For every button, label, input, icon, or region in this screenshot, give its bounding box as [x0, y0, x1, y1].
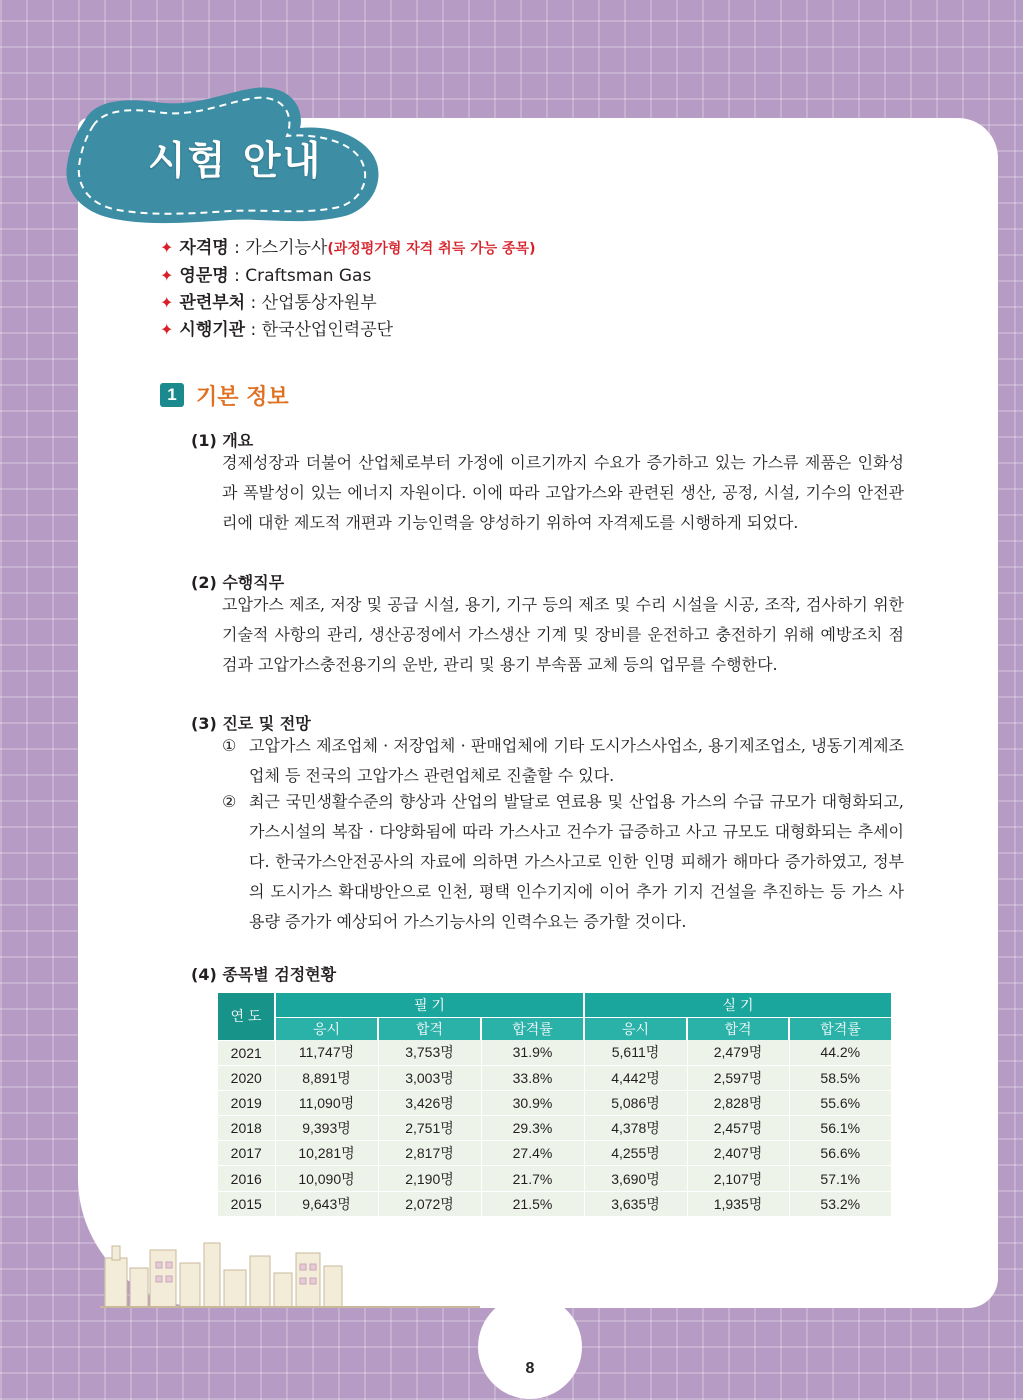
info-value: 가스기능사: [245, 238, 328, 258]
year-header: 연 도: [218, 993, 275, 1040]
table-cell: 2018: [218, 1116, 275, 1141]
star-bullet-icon: ✦: [160, 293, 174, 312]
table-cell: 5,086명: [584, 1090, 687, 1115]
table-cell: 3,426명: [378, 1090, 481, 1115]
table-cell: 2,190명: [378, 1166, 481, 1191]
city-skyline-icon: [100, 1228, 480, 1308]
subsection-heading-duties: (2) 수행직무: [191, 573, 285, 592]
column-header: 응시: [584, 1018, 687, 1041]
table-cell: 57.1%: [789, 1166, 891, 1191]
table-cell: 31.9%: [481, 1040, 584, 1065]
table-cell: 10,090명: [275, 1166, 378, 1191]
written-exam-header: 필 기: [275, 993, 584, 1018]
table-cell: 2,828명: [687, 1090, 789, 1115]
list-text: 최근 국민생활수준의 향상과 산업의 발달로 연료용 및 산업용 가스의 수급 규모가 대형화되고, 가스시설의 복잡 · 다양화됨에 따라 가스사고 건수가 급증하고 사고 규모도 대형화되는 추세이다. 한국가스안전공사의 자료에 의하면 가스사고로 인한 인명 피해가 해마다 증가하였고, 정부의 도시가스 확대방안으로 인천, 평택 인수기지에 이어 추가 기지 건설을 추진하는 등 가스 사용량 증가가 예상되어 가스기능사의 인력수요는 증가할 것이다.: [249, 792, 904, 931]
table-cell: 27.4%: [481, 1141, 584, 1166]
outlook-item: [222, 731, 904, 791]
info-label: 관련부처: [179, 293, 246, 313]
table-cell: 1,935명: [687, 1191, 789, 1216]
info-note: (과정평가형 자격 취득 가능 종목): [327, 241, 536, 257]
column-header: 합격률: [789, 1018, 891, 1041]
table-cell: 5,611명: [584, 1040, 687, 1065]
info-separator: :: [245, 320, 262, 340]
table-cell: 44.2%: [789, 1040, 891, 1065]
table-row: [218, 1141, 891, 1166]
table-row: [218, 1166, 891, 1191]
star-bullet-icon: ✦: [160, 320, 174, 339]
outlook-item: [222, 787, 904, 937]
table-cell: 29.3%: [481, 1116, 584, 1141]
list-marker: ①: [222, 736, 237, 755]
table-cell: 2,107명: [687, 1166, 789, 1191]
table-row: [218, 1116, 891, 1141]
info-value: 한국산업인력공단: [261, 320, 394, 340]
table-cell: 3,690명: [584, 1166, 687, 1191]
table-cell: 21.5%: [481, 1191, 584, 1216]
table-cell: 10,281명: [275, 1141, 378, 1166]
overview-text: 경제성장과 더불어 산업체로부터 가정에 이르기까지 수요가 증가하고 있는 가스류 제품은 인화성과 폭발성이 있는 에너지 자원이다. 이에 따라 고압가스와 관련된 생산, 공정, 시설, 기수의 안전관리에 대한 제도적 개편과 기능인력을 양성하기 위하여 자격제도를 시행하게 되었다.: [222, 453, 904, 532]
column-header: 합격: [687, 1018, 789, 1041]
table-cell: 30.9%: [481, 1090, 584, 1115]
table-cell: 2017: [218, 1141, 275, 1166]
table-cell: 33.8%: [481, 1065, 584, 1090]
table-cell: 3,003명: [378, 1065, 481, 1090]
subsection-heading-stats: (4) 종목별 검정현황: [191, 965, 337, 984]
page-title: 시험 안내: [148, 139, 323, 184]
table-cell: 21.7%: [481, 1166, 584, 1191]
column-header: 합격률: [481, 1018, 584, 1041]
table-cell: 2,072명: [378, 1191, 481, 1216]
table-cell: 53.2%: [789, 1191, 891, 1216]
info-separator: :: [228, 266, 246, 286]
table-cell: 4,442명: [584, 1065, 687, 1090]
table-row: [218, 1040, 891, 1065]
section-heading: [160, 378, 289, 412]
table-cell: 3,635명: [584, 1191, 687, 1216]
table-cell: 2,457명: [687, 1116, 789, 1141]
info-english-name: [160, 265, 371, 287]
table-cell: 2016: [218, 1166, 275, 1191]
page-number: 8: [525, 1360, 535, 1377]
table-cell: 55.6%: [789, 1090, 891, 1115]
table-cell: 3,753명: [378, 1040, 481, 1065]
info-value: 산업통상자원부: [261, 293, 377, 313]
list-marker: ②: [222, 792, 237, 811]
table-cell: 2019: [218, 1090, 275, 1115]
table-row: [218, 1065, 891, 1090]
section-number-badge: 1: [160, 383, 184, 407]
subsection-heading-overview: (1) 개요: [191, 431, 254, 450]
table-cell: 58.5%: [789, 1065, 891, 1090]
info-separator: :: [245, 293, 262, 313]
table-cell: 2,597명: [687, 1065, 789, 1090]
table-cell: 2,817명: [378, 1141, 481, 1166]
table-cell: 4,378명: [584, 1116, 687, 1141]
info-qualification-name: [160, 237, 535, 260]
table-cell: 2020: [218, 1065, 275, 1090]
column-header: 응시: [275, 1018, 378, 1041]
table-cell: 2021: [218, 1040, 275, 1065]
page-number-tab: [478, 1295, 582, 1399]
table-cell: 56.6%: [789, 1141, 891, 1166]
column-header: 합격: [378, 1018, 481, 1041]
table-cell: 8,891명: [275, 1065, 378, 1090]
exam-statistics-table: [218, 993, 891, 1217]
section-title: 기본 정보: [196, 384, 289, 410]
table-row: [218, 1090, 891, 1115]
table-cell: 56.1%: [789, 1116, 891, 1141]
info-label: 자격명: [179, 238, 229, 258]
table-cell: 2,407명: [687, 1141, 789, 1166]
list-text: 고압가스 제조업체 · 저장업체 · 판매업체에 기타 도시가스사업소, 용기제조업소, 냉동기계제조업체 등 전국의 고압가스 관련업체로 진출할 수 있다.: [249, 736, 904, 785]
info-ministry: [160, 292, 377, 314]
table-cell: 4,255명: [584, 1141, 687, 1166]
info-value: Craftsman Gas: [245, 266, 372, 286]
table-cell: 2015: [218, 1191, 275, 1216]
info-separator: :: [228, 238, 246, 258]
practical-exam-header: 실 기: [584, 993, 891, 1018]
info-label: 시행기관: [179, 320, 246, 340]
star-bullet-icon: ✦: [160, 266, 174, 285]
star-bullet-icon: ✦: [160, 238, 174, 257]
info-agency: [160, 319, 393, 341]
table-cell: 11,090명: [275, 1090, 378, 1115]
table-cell: 2,751명: [378, 1116, 481, 1141]
table-cell: 9,393명: [275, 1116, 378, 1141]
info-label: 영문명: [179, 266, 229, 286]
table-row: [218, 1191, 891, 1216]
table-cell: 11,747명: [275, 1040, 378, 1065]
table-cell: 2,479명: [687, 1040, 789, 1065]
duties-text: 고압가스 제조, 저장 및 공급 시설, 용기, 기구 등의 제조 및 수리 시설을 시공, 조작, 검사하기 위한 기술적 사항의 관리, 생산공정에서 가스생산 기계 및 장비를 운전하고 충전하기 위해 예방조치 점검과 고압가스충전용기의 운반, 관리 및 용기 부속품 교체 등의 업무를 수행한다.: [222, 595, 904, 674]
subsection-heading-outlook: (3) 진로 및 전망: [191, 714, 311, 733]
table-cell: 9,643명: [275, 1191, 378, 1216]
